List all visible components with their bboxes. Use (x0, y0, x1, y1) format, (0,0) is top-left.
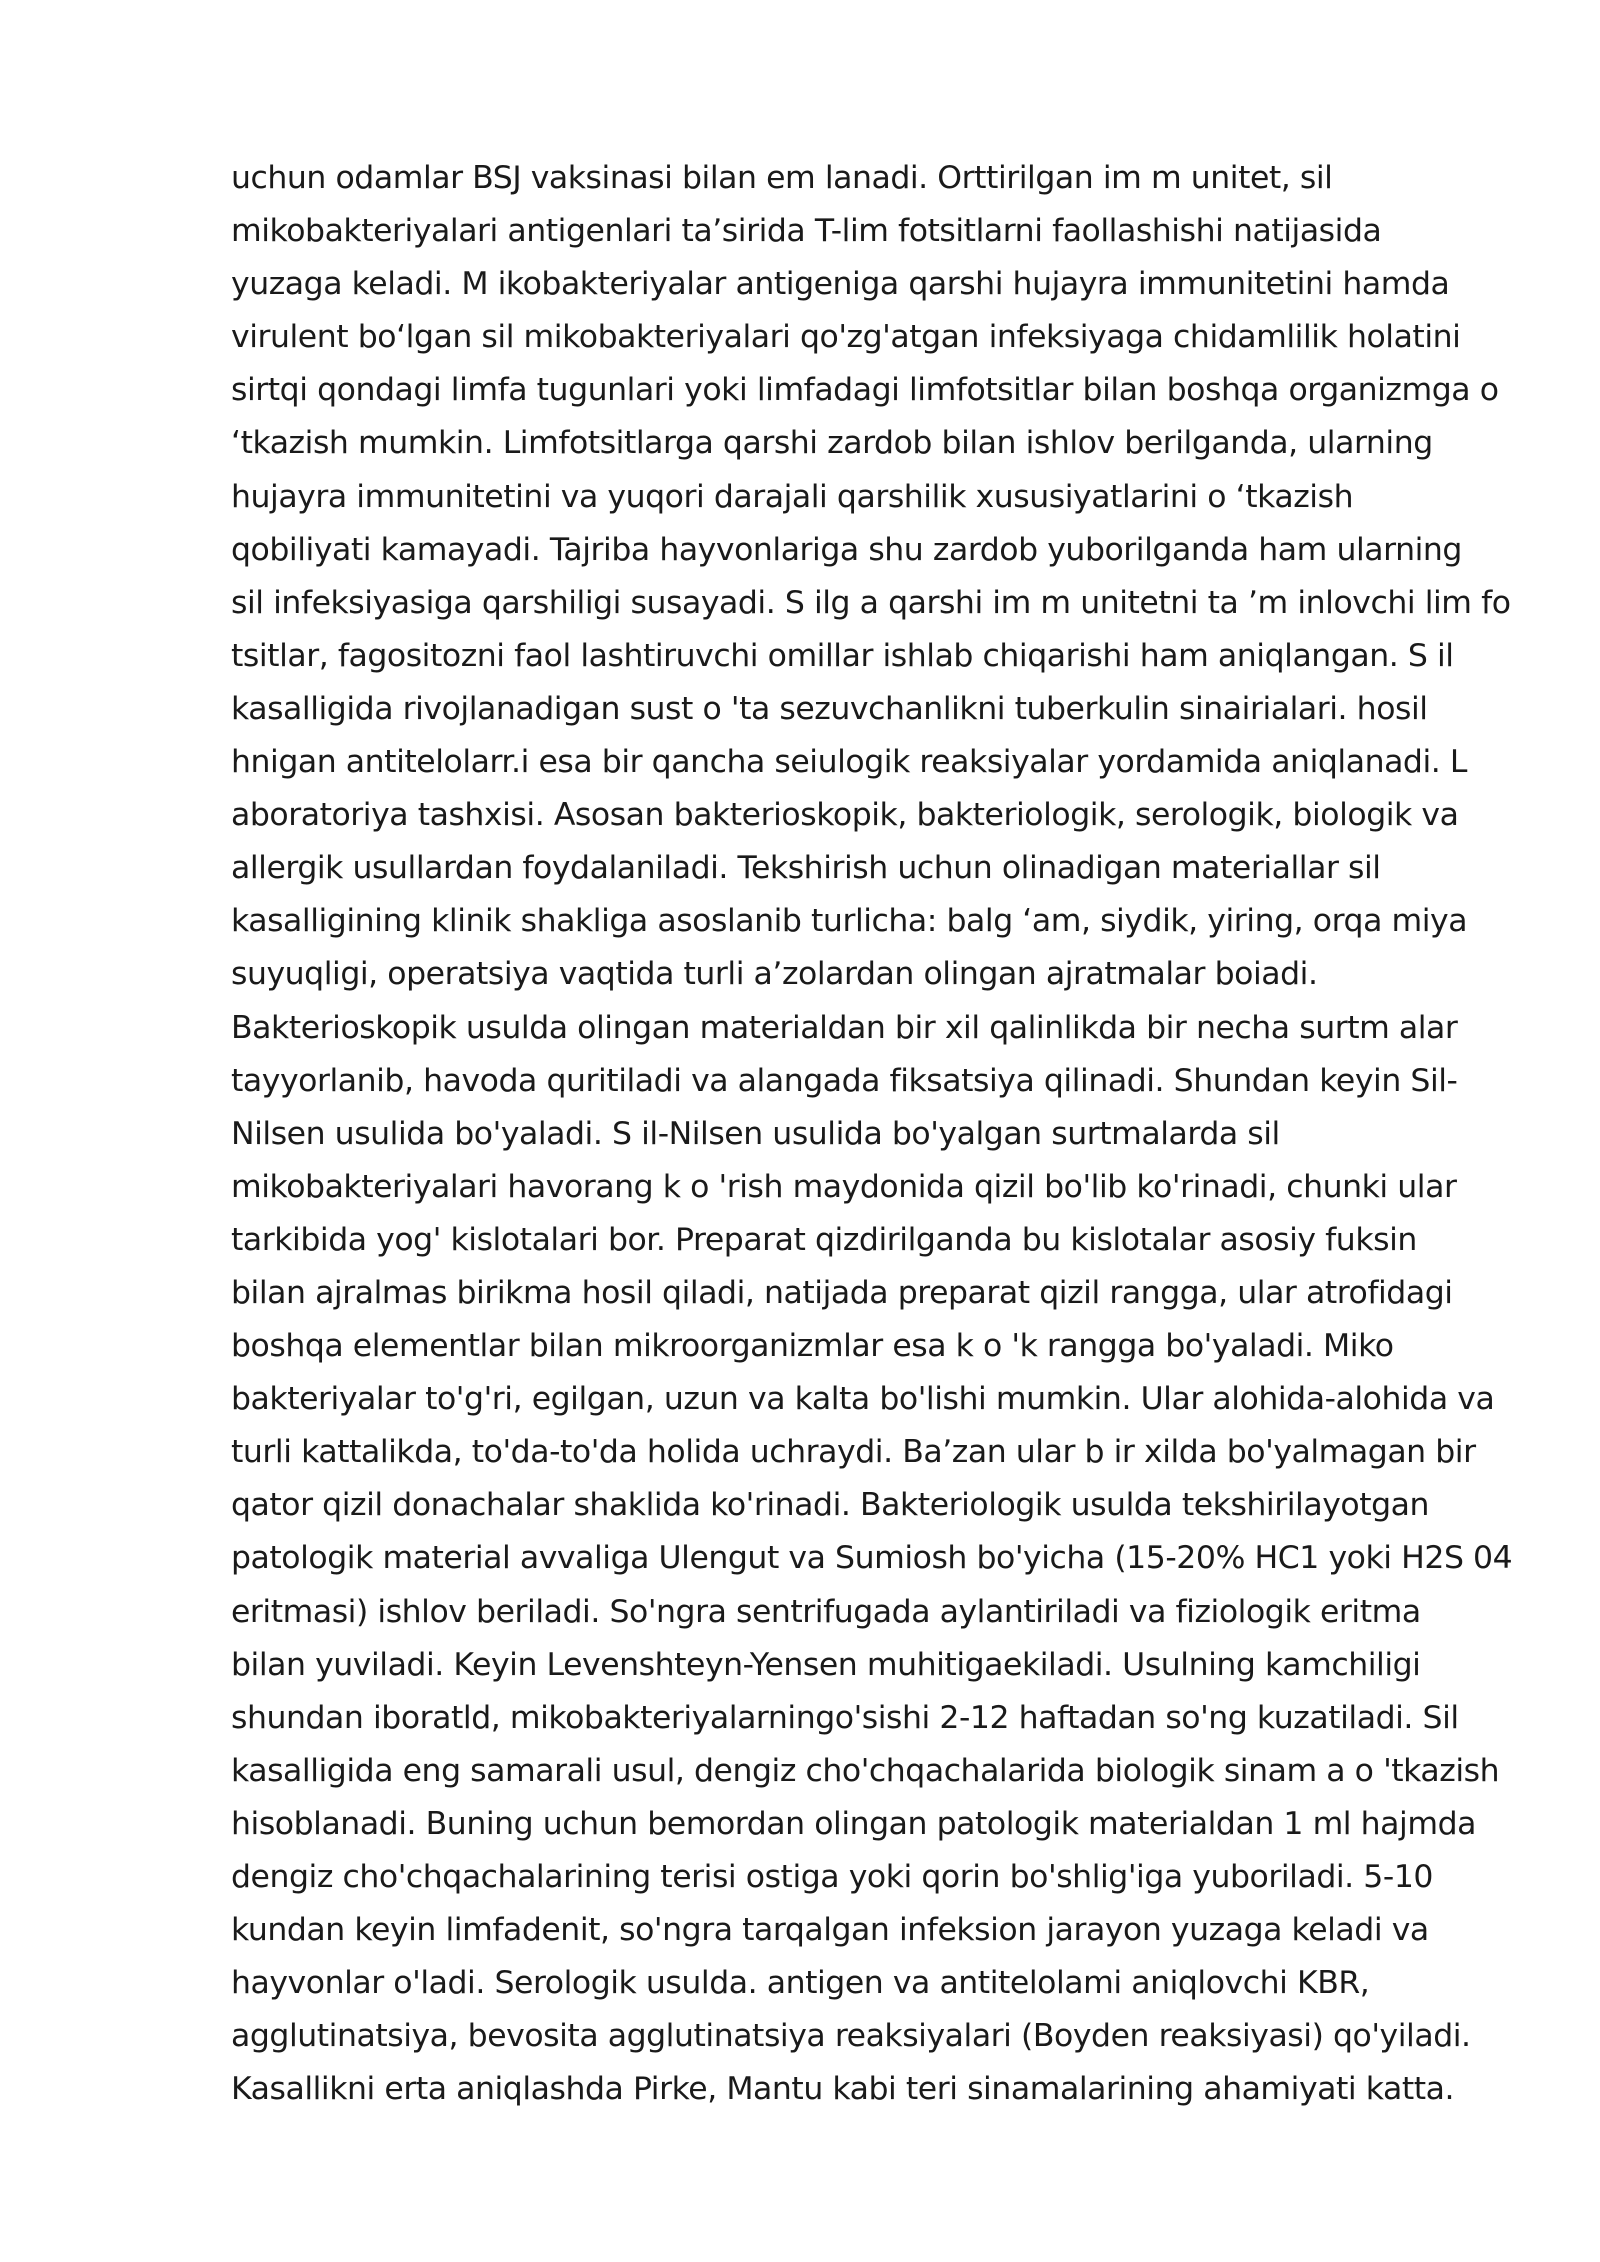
text-line: uchun odamlar BSJ vaksinasi bilan em lanadi. Orttirilgan im m unitet, sil (231, 160, 1333, 196)
text-line: qobiliyati kamayadi. Tajriba hayvonlariga shu zardob yuborilganda ham ularning (231, 531, 1462, 568)
text-line: aboratoriya tashxisi. Asosan bakterioskopik, bakteriologik, serologik, biologik va (231, 797, 1459, 834)
text-line: allergik usullardan foydalaniladi. Tekshirish uchun olinadigan materiallar sil (231, 850, 1381, 887)
text-line: kasalligining klinik shakliga asoslanib turlicha: balg ‘am, siydik, yiring, orqa miya (231, 903, 1468, 940)
text-line: virulent bo‘lgan sil mikobakteriyalari qo'zg'atgan infeksiyaga chidamlilik holatini (231, 319, 1461, 356)
text-line: hujayra immunitetini va yuqori darajali qarshilik xususiyatlarini o ‘tkazish (231, 478, 1354, 515)
text-line: ‘tkazish mumkin. Limfotsitlarga qarshi zardob bilan ishlov berilganda, ularning (231, 425, 1433, 462)
text-line: bilan ajralmas birikma hosil qiladi, natijada preparat qizil rangga, ular atrofidagi (231, 1274, 1453, 1311)
text-line: patologik material avvaliga Ulengut va Sumiosh bo'yicha (15-20% HC1 yoki H2S 04 (231, 1540, 1513, 1577)
text-line: tsitlar, fagositozni faol lashtiruvchi omillar ishlab chiqarishi ham aniqlangan. S il (231, 637, 1454, 674)
text-line: shundan iboratld, mikobakteriyalarningo'sishi 2-12 haftadan so'ng kuzatiladi. Sil (231, 1699, 1459, 1736)
text-line: bakteriyalar to'g'ri, egilgan, uzun va kalta bo'lishi mumkin. Ular alohida-alohida va (231, 1381, 1495, 1418)
text-line: Bakterioskopik usulda olingan materialdan bir xil qalinlikda bir necha surtm alar (231, 1009, 1458, 1046)
text-line: kasalligida rivojlanadigan sust o 'ta sezuvchanlikni tuberkulin sinairialari. hosil (231, 690, 1428, 727)
text-line: boshqa elementlar bilan mikroorganizmlar esa k o 'k rangga bo'yaladi. Miko (231, 1328, 1394, 1365)
text-line: qator qizil donachalar shaklida ko'rinadi. Bakteriologik usulda tekshirilayotgan (231, 1487, 1430, 1524)
body-paragraph (231, 152, 1531, 2116)
text-line: mikobakteriyalari antigenlari ta’sirida T-lim fotsitlarni faollashishi natijasida (231, 213, 1382, 250)
text-line: mikobakteriyalari havorang k o 'rish maydonida qizil bo'lib ko'rinadi, chunki ular (231, 1168, 1457, 1205)
text-line: eritmasi) ishlov beriladi. So'ngra sentrifugada aylantiriladi va fiziologik eritma (231, 1593, 1421, 1630)
text-line: hnigan antitelolarr.i esa bir qancha seiulogik reaksiyalar yordamida aniqlanadi. L (231, 744, 1468, 781)
text-line: Nilsen usulida bo'yaladi. S il-Nilsen usulida bo'yalgan surtmalarda sil (231, 1115, 1280, 1152)
text-line: tarkibida yog' kislotalari bor. Preparat qizdirilganda bu kislotalar asosiy fuksin (231, 1221, 1417, 1258)
text-line: agglutinatsiya, bevosita agglutinatsiya reaksiyalari (Boyden reaksiyasi) qo'yiladi. (231, 2018, 1471, 2055)
text-line: kundan keyin limfadenit, so'ngra tarqalgan infeksion jarayon yuzaga keladi va (231, 1912, 1429, 1949)
text-line: hisoblanadi. Buning uchun bemordan olingan patologik materialdan 1 ml hajmda (231, 1805, 1476, 1842)
text-line: sil infeksiyasiga qarshiligi susayadi. S ilg a qarshi im m unitetni ta ’m inlovchi lim fo (231, 584, 1511, 621)
text-line: suyuqligi, operatsiya vaqtida turli a’zolardan olingan ajratmalar boiadi. (231, 956, 1318, 993)
text-line: hayvonlar o'ladi. Serologik usulda. antigen va antitelolami aniqlovchi KBR, (231, 1965, 1370, 2002)
text-line: tayyorlanib, havoda quritiladi va alangada fiksatsiya qilinadi. Shundan keyin Sil- (231, 1062, 1458, 1099)
text-line: dengiz cho'chqachalarining terisi ostiga yoki qorin bo'shlig'iga yuboriladi. 5-10 (231, 1859, 1434, 1895)
text-line: yuzaga keladi. M ikobakteriyalar antigeniga qarshi hujayra immunitetini hamda (231, 266, 1450, 303)
text-line: bilan yuviladi. Keyin Levenshteyn-Yensen muhitigaekiladi. Usulning kamchiligi (231, 1646, 1421, 1683)
text-line: sirtqi qondagi limfa tugunlari yoki limfadagi limfotsitlar bilan boshqa organizmga o (231, 372, 1499, 409)
text-line: Kasallikni erta aniqlashda Pirke, Mantu kabi teri sinamalarining ahamiyati katta. (231, 2071, 1455, 2108)
text-line: kasalligida eng samarali usul, dengiz cho'chqachalarida biologik sinam a o 'tkazish (231, 1752, 1500, 1789)
text-line: turli kattalikda, to'da-to'da holida uchraydi. Ba’zan ular b ir xilda bo'yalmagan bir (231, 1434, 1476, 1471)
